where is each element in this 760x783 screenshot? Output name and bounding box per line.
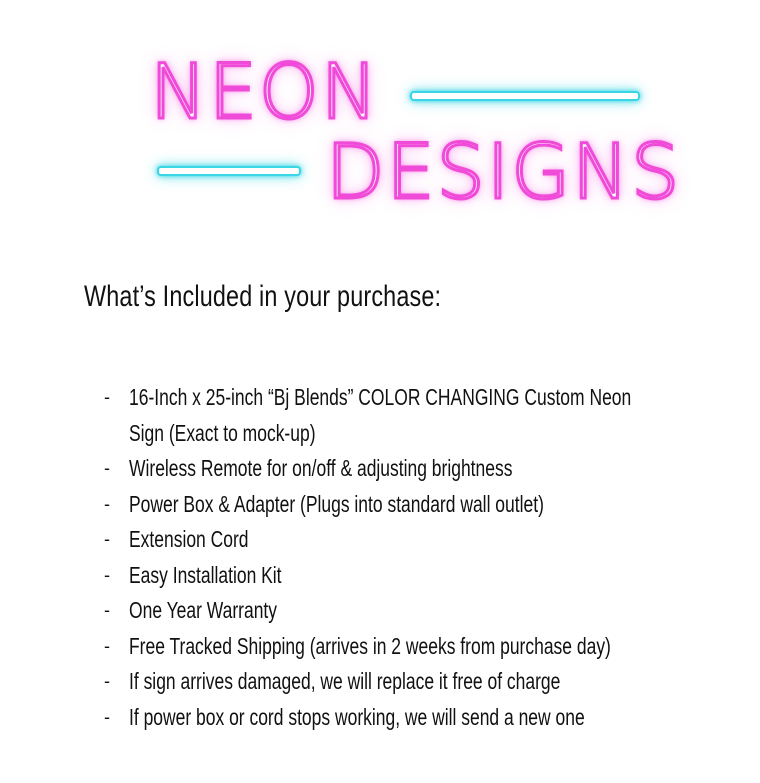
neon-designs-logo — [0, 0, 760, 240]
list-bullet: - — [104, 600, 110, 620]
included-heading: What’s Included in your purchase: — [84, 280, 442, 313]
list-bullet: - — [104, 458, 110, 478]
logo-neon-bar-bottom — [157, 166, 301, 176]
list-item — [104, 451, 744, 487]
list-item-text: Extension Cord — [129, 526, 249, 552]
list-bullet: - — [104, 529, 110, 549]
logo-word-designs: DESIGNS — [326, 127, 682, 216]
list-bullet: - — [104, 564, 110, 585]
list-item-text: If sign arrives damaged, we will replace it free of charge — [129, 668, 561, 694]
list-item-text: Free Tracked Shipping (arrives in 2 weeks from purchase day) — [129, 632, 611, 659]
list-item — [104, 629, 744, 665]
list-bullet: - — [104, 706, 110, 727]
included-items-list — [104, 380, 744, 735]
list-item — [104, 593, 744, 629]
list-item-text: One Year Warranty — [129, 597, 278, 623]
list-item-text: Easy Installation Kit — [129, 561, 282, 588]
list-item — [104, 700, 744, 736]
list-item-line: Sign (Exact to mock-up) — [129, 419, 316, 446]
list-item — [104, 664, 744, 700]
logo-neon-bar-top — [410, 91, 640, 101]
list-bullet: - — [104, 387, 110, 407]
logo-word-neon: NEON — [150, 47, 380, 136]
list-bullet: - — [104, 671, 110, 691]
list-item — [104, 558, 744, 594]
list-item-text: If power box or cord stops working, we will send a new one — [129, 703, 585, 730]
list-item-line: 16-Inch x 25-inch “Bj Blends” COLOR CHANGING Custom Neon — [129, 384, 632, 410]
list-bullet: - — [104, 635, 110, 656]
list-item — [104, 487, 744, 523]
list-bullet: - — [104, 493, 110, 514]
list-item — [104, 522, 744, 558]
list-item-text — [129, 380, 631, 451]
list-item-text: Wireless Remote for on/off & adjusting brightness — [129, 455, 513, 481]
list-item — [104, 380, 744, 451]
list-item-text: Power Box & Adapter (Plugs into standard wall outlet) — [129, 490, 544, 517]
